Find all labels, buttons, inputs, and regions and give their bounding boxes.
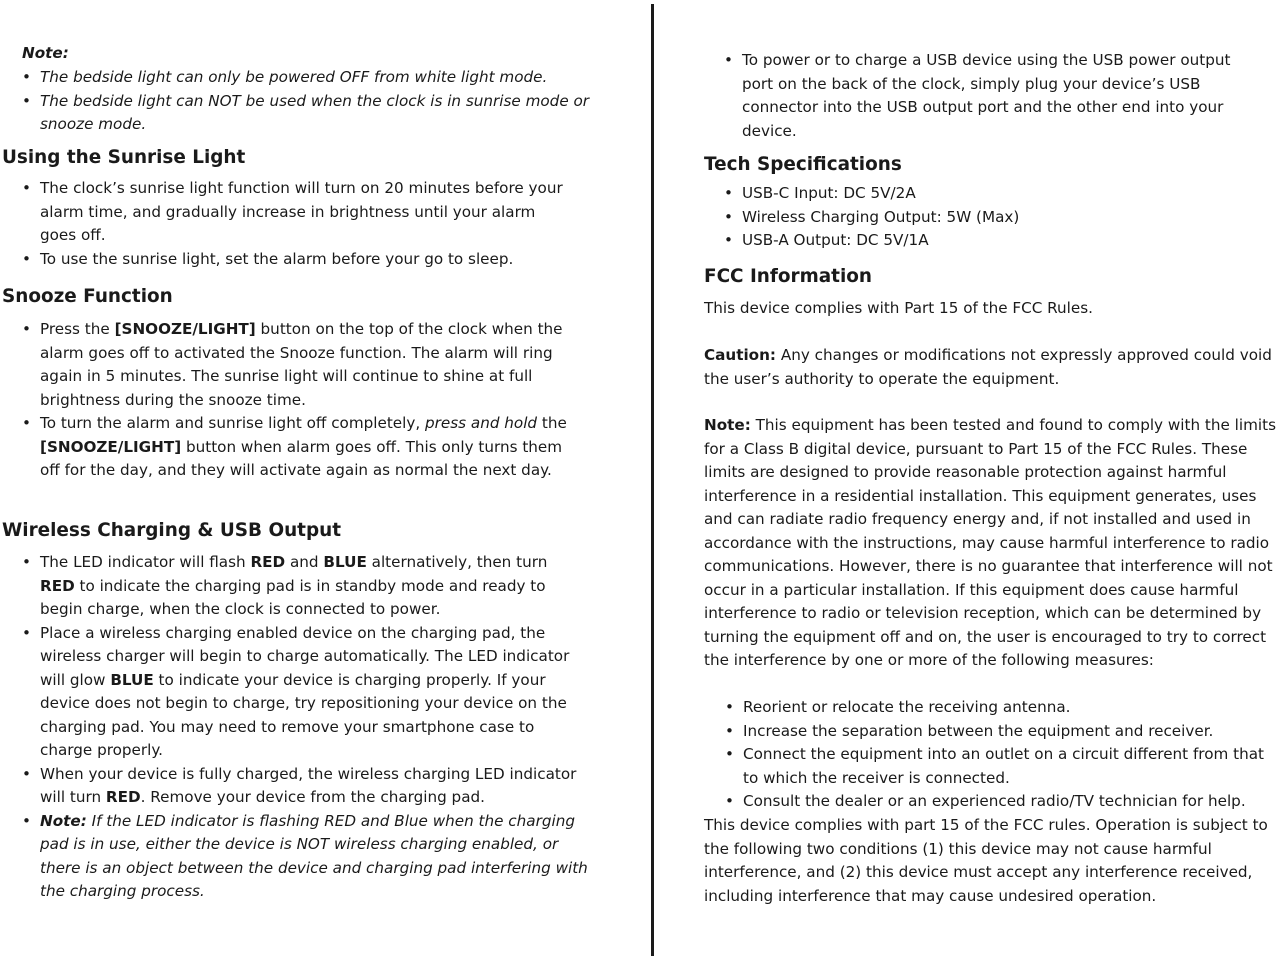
list-item: • The LED indicator will flash RED and BLUE alternatively, then turn RED to indicate the charging pad is in standby mode and ready to begin charge, when the clock is connected to power. xyxy=(40,551,585,622)
snooze-list xyxy=(40,318,580,483)
fcc-caution: Caution: Any changes or modifications not expressly approved could void the user’s authority to operate the equipment. xyxy=(704,346,1272,388)
tech-list xyxy=(742,182,1257,253)
list-item: • The clock’s sunrise light function will turn on 20 minutes before your alarm time, and gradually increase in brightness until your alarm goes off. xyxy=(40,177,570,248)
note-item: • The bedside light can only be powered OFF from white light mode. xyxy=(40,66,600,90)
fcc-final-paragraph: This device complies with part 15 of the FCC rules. Operation is subject to the following two conditions (1) this device may not cause harmful interference, and (2) this device must accept any interference received, including interference that may cause undesired operation. xyxy=(704,816,1268,905)
snooze-heading: Snooze Function xyxy=(2,286,173,307)
list-item: • Reorient or relocate the receiving antenna. xyxy=(743,696,1278,720)
sunrise-heading: Using the Sunrise Light xyxy=(2,147,246,168)
list-item: • Increase the separation between the equipment and receiver. xyxy=(743,720,1278,744)
tech-heading: Tech Specifications xyxy=(704,154,902,175)
note-list xyxy=(40,66,600,137)
list-item: • Consult the dealer or an experienced radio/TV technician for help. xyxy=(743,790,1278,814)
fcc-note: Note: This equipment has been tested and found to comply with the limits for a Class B digital device, pursuant to Part 15 of the FCC Rules. These limits are designed to provide reasonable protection against harmful interference in a residential installation. This equipment generates, uses and can radiate radio frequency energy and, if not installed and used in accordance with the instructions, may cause harmful interference to radio communications. However, there is no guarantee that interference will not occur in a particular installation. If this equipment does cause harmful interference to radio or television reception, which can be determined by turning the equipment off and on, the user is encouraged to try to correct the interference by one or more of the following measures: xyxy=(704,416,1276,669)
list-item: • Note: If the LED indicator is flashing RED and Blue when the charging pad is in use, either the device is NOT wireless charging enabled, or there is an object between the device and charging pad interfering with the charging process. xyxy=(40,810,600,904)
list-item: • Connect the equipment into an outlet on a circuit different from that to which the receiver is connected. xyxy=(743,743,1278,790)
fcc-compliance-text: This device complies with Part 15 of the FCC Rules. xyxy=(704,299,1093,317)
list-item: • To power or to charge a USB device using the USB power output port on the back of the clock, simply plug your device’s USB connector into the USB output port and the other end into your device. xyxy=(742,49,1257,143)
note-heading: Note: xyxy=(22,44,69,62)
fcc-heading: FCC Information xyxy=(704,266,872,287)
list-item: • Place a wireless charging enabled device on the charging pad, the wireless charger will begin to charge automatically. The LED indicator will glow BLUE to indicate your device is charging properly. If your device does not begin to charge, try repositioning your device on the charging pad. You may need to remove your smartphone case to charge properly. xyxy=(40,622,585,763)
list-item: • Press the [SNOOZE/LIGHT] button on the top of the clock when the alarm goes off to activated the Snooze function. The alarm will ring again in 5 minutes. The sunrise light will continue to shine at full brightness during the snooze time. xyxy=(40,318,580,412)
spec-item: • USB-C Input: DC 5V/2A xyxy=(742,182,1257,206)
spec-item: • Wireless Charging Output: 5W (Max) xyxy=(742,206,1257,230)
sunrise-list xyxy=(40,177,570,271)
list-item: • When your device is fully charged, the wireless charging LED indicator will turn RED. Remove your device from the charging pad. xyxy=(40,763,585,810)
note-item: • The bedside light can NOT be used when the clock is in sunrise mode or snooze mode. xyxy=(40,90,600,137)
spec-item: • USB-A Output: DC 5V/1A xyxy=(742,229,1257,253)
column-divider xyxy=(651,4,654,956)
snooze-button-label: [SNOOZE/LIGHT] xyxy=(40,437,182,456)
usb-list xyxy=(742,49,1257,143)
list-item: • To turn the alarm and sunrise light off completely, press and hold the [SNOOZE/LIGHT] button when alarm goes off. This only turns them off for the day, and they will activate again as normal the next day. xyxy=(40,412,580,483)
fcc-measures-list xyxy=(743,696,1278,814)
list-item: • To use the sunrise light, set the alarm before your go to sleep. xyxy=(40,248,570,272)
wireless-heading: Wireless Charging & USB Output xyxy=(2,520,342,541)
snooze-button-label: [SNOOZE/LIGHT] xyxy=(114,320,256,338)
wireless-list xyxy=(40,551,588,904)
